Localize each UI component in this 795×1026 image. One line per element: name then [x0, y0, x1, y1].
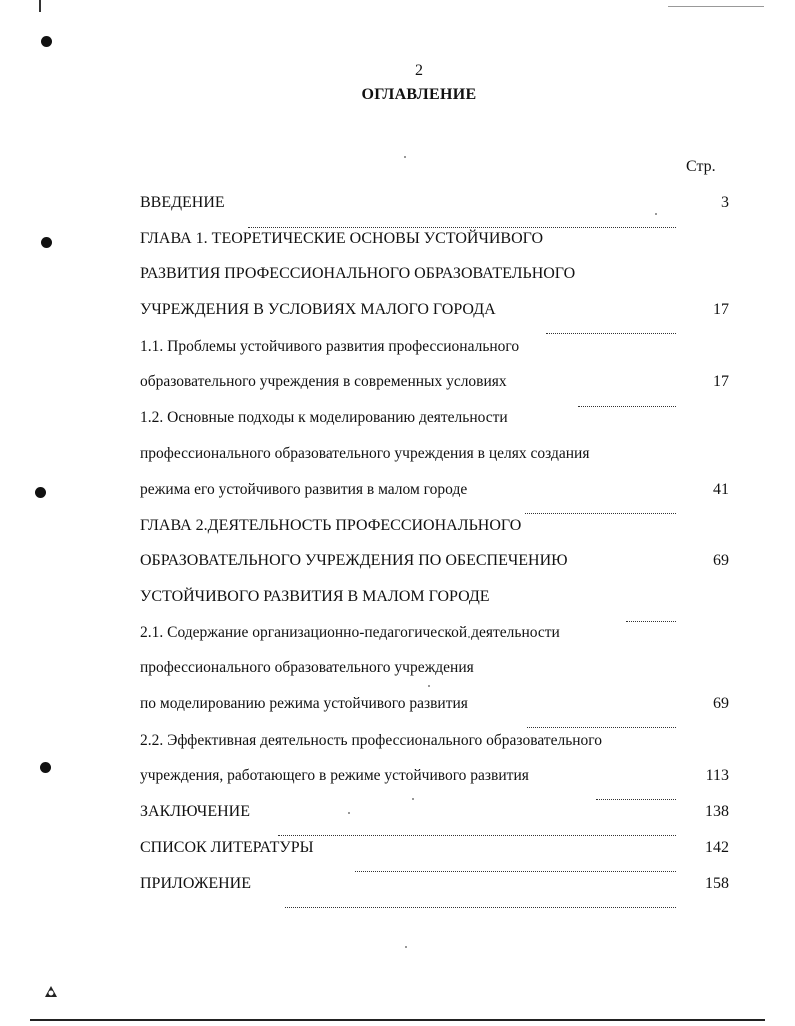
dot-leader: [248, 227, 676, 228]
toc-page-number: 142: [705, 839, 729, 856]
scan-speck: [655, 213, 657, 215]
toc-entry-section-2-1[interactable]: по моделированию режима устойчивого развития: [140, 695, 468, 712]
scan-speck: [348, 812, 350, 814]
punch-hole: [41, 237, 52, 248]
punch-hole: [35, 487, 46, 498]
toc-entry-bibliography[interactable]: СПИСОК ЛИТЕРАТУРЫ: [140, 839, 314, 856]
toc-page-number: 17: [713, 373, 729, 390]
dot-leader: [596, 799, 676, 800]
scan-speck: [404, 156, 406, 158]
dot-leader: [578, 406, 676, 407]
toc-entry-chapter-1[interactable]: ГЛАВА 1. ТЕОРЕТИЧЕСКИЕ ОСНОВЫ УСТОЙЧИВОГО: [140, 230, 544, 247]
toc-entry-section-1-1[interactable]: образовательного учреждения в современных условиях: [140, 373, 507, 390]
scan-speck: [412, 798, 414, 800]
dot-leader: [285, 907, 676, 908]
toc-page-number: 41: [713, 481, 729, 498]
toc-page-number: 69: [713, 695, 729, 712]
scan-bottom-edge: [30, 1019, 765, 1021]
scan-speck: [405, 946, 407, 948]
dot-leader: [527, 727, 676, 728]
toc-entry-section-1-1[interactable]: 1.1. Проблемы устойчивого развития профессионального: [140, 338, 520, 355]
dot-leader: [355, 871, 676, 872]
toc-entry-chapter-1[interactable]: РАЗВИТИЯ ПРОФЕССИОНАЛЬНОГО ОБРАЗОВАТЕЛЬНОГО: [140, 265, 576, 282]
dot-leader: [278, 835, 676, 836]
toc-page-number: 69: [713, 552, 729, 569]
toc-entry-section-2-1[interactable]: 2.1. Содержание организационно-педагогической деятельности: [140, 624, 560, 641]
toc-entry-section-1-2[interactable]: режима его устойчивого развития в малом городе: [140, 481, 468, 498]
toc-entry-chapter-2[interactable]: ГЛАВА 2.ДЕЯТЕЛЬНОСТЬ ПРОФЕССИОНАЛЬНОГО: [140, 517, 522, 534]
toc-entry-chapter-1[interactable]: УЧРЕЖДЕНИЯ В УСЛОВИЯХ МАЛОГО ГОРОДА: [140, 301, 496, 318]
toc-entry-section-2-2[interactable]: учреждения, работающего в режиме устойчивого развития: [140, 767, 529, 784]
scan-tick-mark: [39, 0, 41, 12]
page-title: ОГЛАВЛЕНИЕ: [361, 86, 477, 103]
toc-entry-section-1-2[interactable]: 1.2. Основные подходы к моделированию деятельности: [140, 409, 508, 426]
toc-entry-section-2-1[interactable]: профессионального образовательного учреждения: [140, 659, 474, 676]
toc-page-number: 113: [705, 767, 729, 784]
toc-entry-introduction[interactable]: ВВЕДЕНИЕ: [140, 194, 225, 211]
toc-entry-appendix[interactable]: ПРИЛОЖЕНИЕ: [140, 875, 252, 892]
toc-entry-conclusion[interactable]: ЗАКЛЮЧЕНИЕ: [140, 803, 250, 820]
page-column-label: Стр.: [686, 158, 716, 175]
stamp-icon: [44, 985, 58, 999]
toc-entry-chapter-2[interactable]: УСТОЙЧИВОГО РАЗВИТИЯ В МАЛОМ ГОРОДЕ: [140, 588, 490, 605]
toc-page-number: 3: [721, 194, 729, 211]
dot-leader: [525, 513, 676, 514]
punch-hole: [40, 762, 51, 773]
scan-edge-line: [668, 6, 764, 7]
toc-page-number: 158: [705, 875, 729, 892]
toc-page-number: 138: [705, 803, 729, 820]
toc-page-number: 17: [713, 301, 729, 318]
scan-speck: [428, 685, 430, 687]
dot-leader: [546, 333, 676, 334]
toc-entry-chapter-2[interactable]: ОБРАЗОВАТЕЛЬНОГО УЧРЕЖДЕНИЯ ПО ОБЕСПЕЧЕНИЮ: [140, 552, 568, 569]
toc-entry-section-1-2[interactable]: профессионального образовательного учреждения в целях создания: [140, 445, 590, 462]
punch-hole: [41, 36, 52, 47]
toc-entry-section-2-2[interactable]: 2.2. Эффективная деятельность профессионального образовательного: [140, 732, 603, 749]
page-number: 2: [415, 62, 423, 79]
dot-leader: [626, 621, 676, 622]
